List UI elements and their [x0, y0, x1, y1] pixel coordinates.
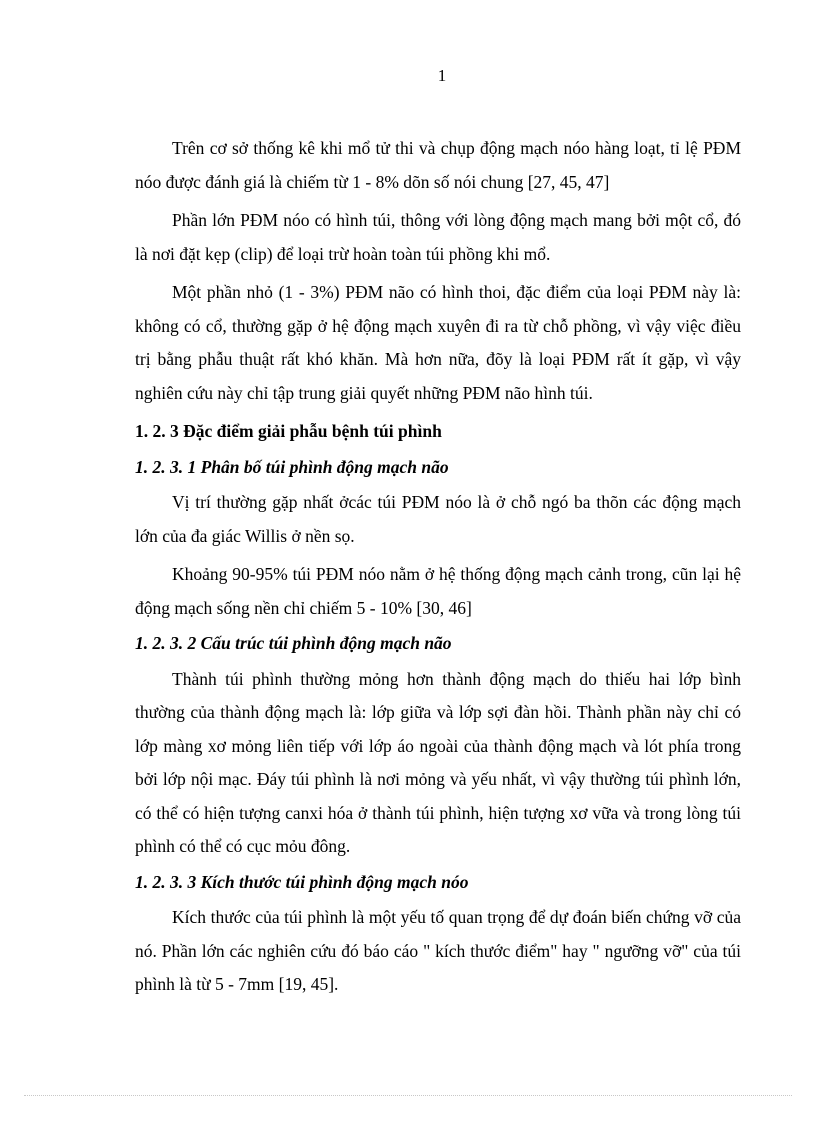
page-bottom-divider	[24, 1095, 792, 1096]
paragraph: Một phần nhỏ (1 - 3%) PĐM não có hình thoi, đặc điểm của loại PĐM này là: không có cổ, thường gặp ở hệ động mạch xuyên đi ra từ chỗ phồng, vì vậy việc điều trị bằng phẫu thuật rất khó khăn. Mà hơn nữa, đõy là loại PĐM rất ít gặp, vì vậy nghiên cứu này chỉ tập trung giải quyết những PĐM não hình túi.	[135, 282, 741, 403]
paragraph: Thành túi phình thường mỏng hơn thành động mạch do thiếu hai lớp bình thường của thành động mạch là: lớp giữa và lớp sợi đàn hồi. Thành phần này chỉ có lớp màng xơ mỏng liên tiếp với lớp áo ngoài của thành động mạch và lót phía trong bởi lớp nội mạc. Đáy túi phình là nơi mỏng và yếu nhất, vì vậy thường túi phình lớn, có thể có hiện tượng canxi hóa ở thành túi phình, hiện tượng xơ vữa và trong lòng túi phình có thể có cục mỏu đông.	[135, 668, 741, 856]
section-heading: 1. 2. 3 Đặc điểm giải phẫu bệnh túi phình	[135, 421, 442, 441]
document-body	[135, 132, 741, 1007]
subsection-heading: 1. 2. 3. 2 Cấu trúc túi phình động mạch não	[135, 633, 452, 653]
paragraph: Khoảng 90-95% túi PĐM nóo nằm ở hệ thống động mạch cảnh trong, cũn lại hệ động mạch sống nền chỉ chiếm 5 - 10% [30, 46]	[135, 564, 741, 618]
subsection-heading: 1. 2. 3. 1 Phân bố túi phình động mạch não	[135, 456, 449, 477]
paragraph: Trên cơ sở thống kê khi mổ tử thi và chụp động mạch nóo hàng loạt, tỉ lệ PĐM nóo được đánh giá là chiếm từ 1 - 8% dõn số nói chung [27, 45, 47]	[135, 138, 741, 192]
paragraph: Vị trí thường gặp nhất ởcác túi PĐM nóo là ở chỗ ngó ba thõn các động mạch lớn của đa giác Willis ở nền sọ.	[135, 492, 741, 546]
page-number: 1	[437, 66, 447, 85]
subsection-heading: 1. 2. 3. 3 Kích thước túi phình động mạch nóo	[135, 871, 469, 892]
paragraph: Phần lớn PĐM nóo có hình túi, thông với lòng động mạch mang bởi một cổ, đó là nơi đặt kẹp (clip) để loại trừ hoàn toàn túi phồng khi mổ.	[135, 210, 741, 264]
paragraph: Kích thước của túi phình là một yếu tố quan trọng để dự đoán biến chứng vỡ của nó. Phần lớn các nghiên cứu đó báo cáo " kích thước điểm" hay " ngưỡng vỡ" của túi phình là từ 5 - 7mm [19, 45].	[135, 907, 741, 994]
